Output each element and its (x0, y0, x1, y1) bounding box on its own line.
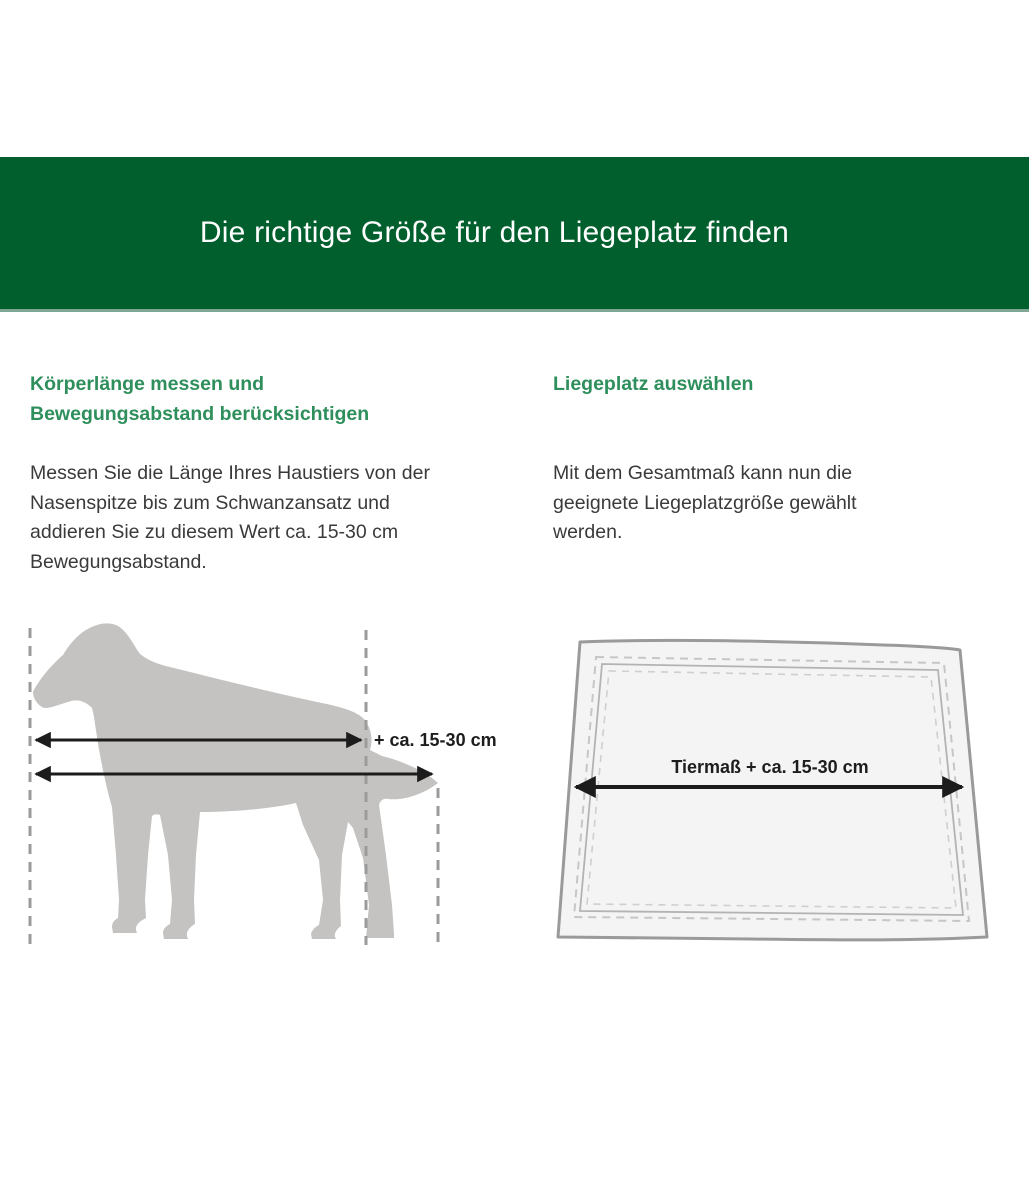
text-line: Nasenspitze bis zum Schwanzansatz und (30, 491, 390, 514)
section-heading-choose-bed (553, 369, 973, 399)
text-line: geeignete Liegeplatzgröße gewählt (553, 491, 857, 514)
movement-allowance-label: + ca. 15-30 cm (374, 730, 497, 750)
body-paragraph-measure (30, 459, 490, 577)
heading-line: Liegeplatz auswählen (553, 373, 754, 395)
header-banner (0, 157, 1029, 312)
text-line: Mit dem Gesamtmaß kann nun die (553, 462, 853, 484)
section-heading-measure (30, 369, 450, 429)
dog-measurement-figure (0, 600, 520, 960)
heading-line: Körperlänge messen und (30, 373, 265, 395)
body-paragraph-choose-bed (553, 459, 973, 548)
heading-line: Bewegungsabstand berücksichtigen (30, 403, 370, 425)
bed-outline-icon (558, 640, 987, 940)
bed-size-label: Tiermaß + ca. 15-30 cm (671, 757, 869, 777)
page-title: Die richtige Größe für den Liegeplatz finden (199, 216, 790, 249)
bed-figure (530, 600, 1029, 1000)
dog-silhouette-icon (33, 623, 438, 939)
text-line: Bewegungsabstand. (30, 550, 207, 573)
text-line: Messen Sie die Länge Ihres Haustiers von der (30, 462, 430, 484)
text-line: werden. (553, 521, 623, 543)
text-line: addieren Sie zu diesem Wert ca. 15-30 cm (30, 521, 399, 543)
